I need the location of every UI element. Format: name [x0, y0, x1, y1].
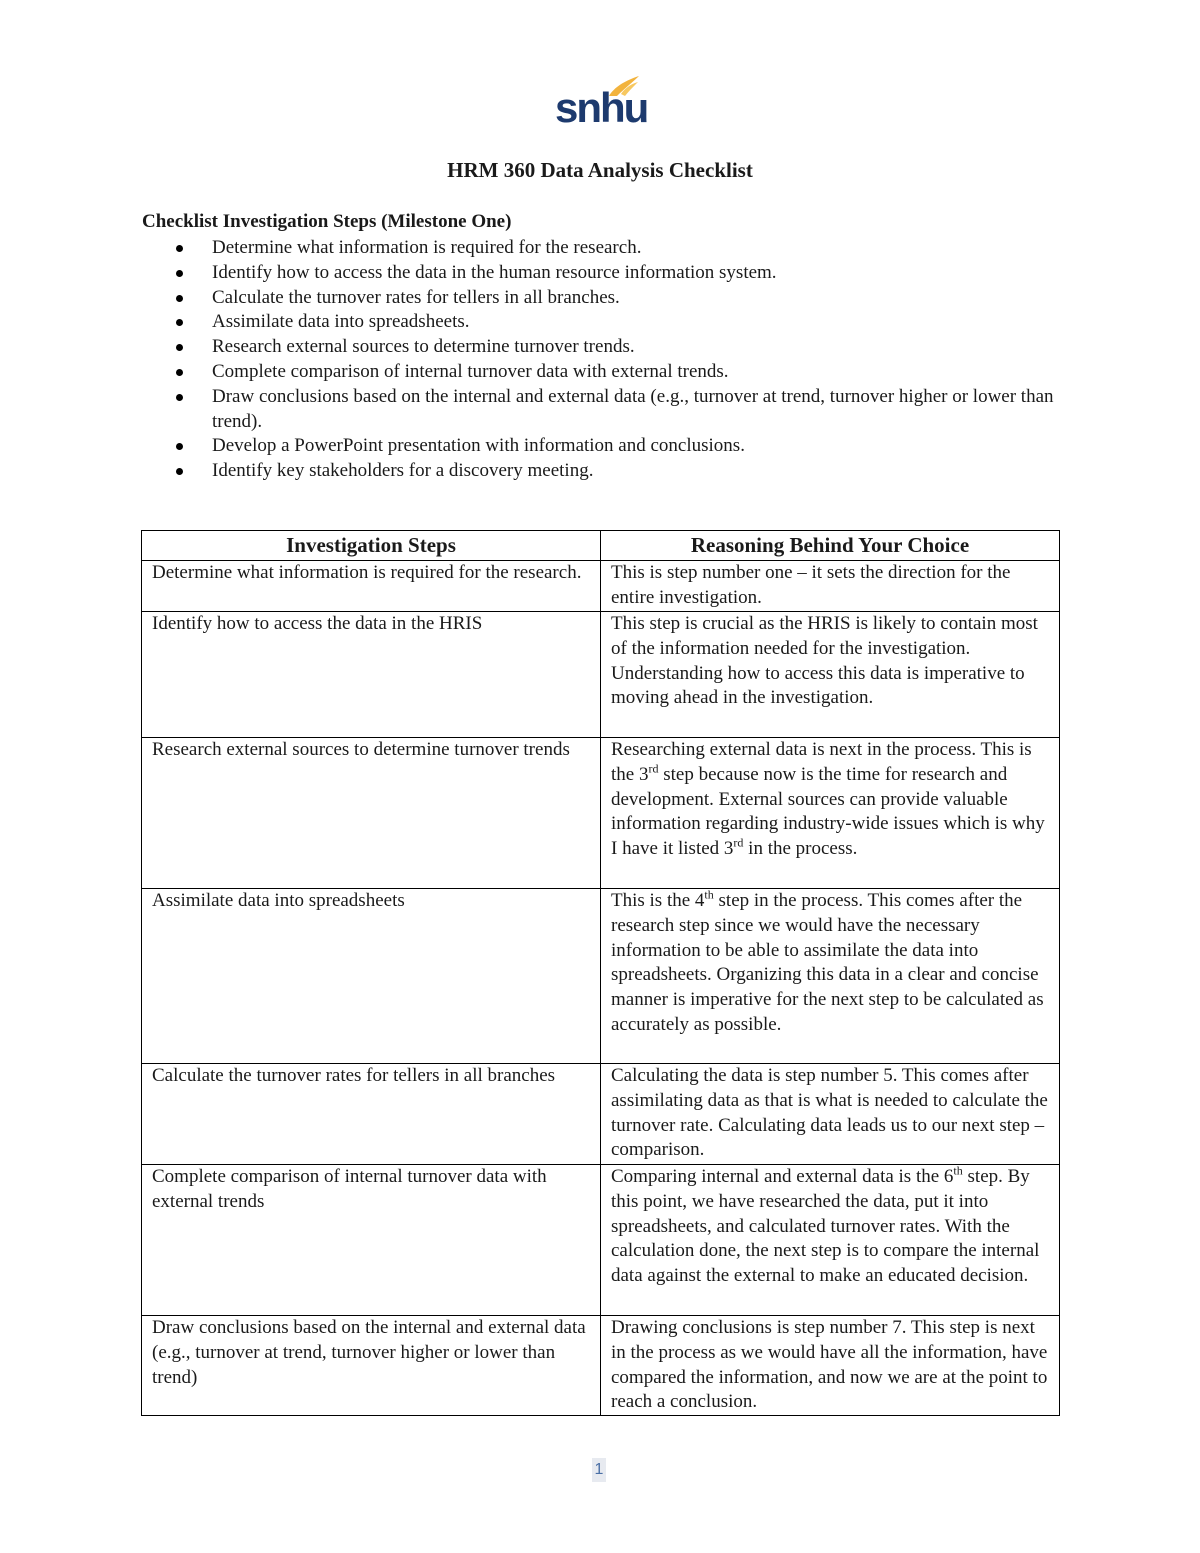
- table-row: [142, 561, 1060, 612]
- reason-cell: Comparing internal and external data is the 6th step. By this point, we have researched the data, put it into spreadsheets, and calculated turnover rates. With the calculation done, the next step is to compare the internal data against the external to make an educated decision.: [601, 1165, 1060, 1316]
- document-title: HRM 360 Data Analysis Checklist: [447, 158, 753, 182]
- table-row: [142, 889, 1060, 1064]
- step-cell: Complete comparison of internal turnover data with external trends: [142, 1165, 601, 1316]
- bullet-item: Assimilate data into spreadsheets.: [142, 310, 1062, 335]
- bullet-icon: [176, 270, 183, 277]
- checklist-bullets: [142, 236, 1062, 484]
- table-row: [142, 738, 1060, 889]
- step-cell: Assimilate data into spreadsheets: [142, 889, 601, 1064]
- bullet-item: Identify key stakeholders for a discovery meeting.: [142, 459, 1062, 484]
- step-cell: Identify how to access the data in the HRIS: [142, 612, 601, 738]
- bullet-item: Determine what information is required for the research.: [142, 236, 1062, 261]
- table-row: [142, 1316, 1060, 1416]
- bullet-item: Identify how to access the data in the human resource information system.: [142, 261, 1062, 286]
- bullet-icon: [176, 468, 183, 475]
- bullet-item: Calculate the turnover rates for tellers in all branches.: [142, 286, 1062, 311]
- bullet-icon: [176, 344, 183, 351]
- logo-text: snhu: [555, 84, 648, 131]
- reason-cell: Calculating the data is step number 5. This comes after assimilating data as that is what is needed to calculate the turnover rate. Calculating data leads us to our next step – comparison.: [601, 1064, 1060, 1165]
- step-cell: Determine what information is required for the research.: [142, 561, 601, 612]
- bullet-item: Develop a PowerPoint presentation with information and conclusions.: [142, 434, 1062, 459]
- bullet-icon: [176, 369, 183, 376]
- bullet-item: Complete comparison of internal turnover data with external trends.: [142, 360, 1062, 385]
- reason-cell: This step is crucial as the HRIS is likely to contain most of the information needed for the investigation. Understanding how to access this data is imperative to moving ahead in the investigation.: [601, 612, 1060, 738]
- table-row: [142, 1165, 1060, 1316]
- header-investigation-steps: Investigation Steps: [142, 531, 601, 561]
- header-reasoning: Reasoning Behind Your Choice: [601, 531, 1060, 561]
- bullet-icon: [176, 295, 183, 302]
- snhu-logo: [555, 74, 648, 134]
- step-cell: Research external sources to determine turnover trends: [142, 738, 601, 889]
- bullet-icon: [176, 319, 183, 326]
- bullet-item: Draw conclusions based on the internal and external data (e.g., turnover at trend, turnover higher or lower than trend).: [142, 385, 1062, 435]
- section-heading: Checklist Investigation Steps (Milestone One): [142, 211, 512, 232]
- bullet-icon: [176, 394, 183, 401]
- investigation-table: [141, 530, 1060, 1416]
- reason-cell: Drawing conclusions is step number 7. This step is next in the process as we would have all the information, have compared the information, and now we are at the point to reach a conclusion.: [601, 1316, 1060, 1416]
- step-cell: Draw conclusions based on the internal and external data (e.g., turnover at trend, turnover higher or lower than trend): [142, 1316, 601, 1416]
- table-header-row: [142, 531, 1060, 561]
- step-cell: Calculate the turnover rates for tellers in all branches: [142, 1064, 601, 1165]
- reason-cell: This is step number one – it sets the direction for the entire investigation.: [601, 561, 1060, 612]
- table-row: [142, 1064, 1060, 1165]
- reason-cell: Researching external data is next in the process. This is the 3rd step because now is the time for research and development. External sources can provide valuable information regarding industry-wide issues which is why I have it listed 3rd in the process.: [601, 738, 1060, 889]
- reason-cell: This is the 4th step in the process. This comes after the research step since we would have the necessary information to be able to assimilate the data into spreadsheets. Organizing this data in a clear and concise manner is imperative for the next step to be calculated as accurately as possible.: [601, 889, 1060, 1064]
- table-row: [142, 612, 1060, 738]
- page-number: 1: [592, 1458, 606, 1482]
- bullet-item: Research external sources to determine turnover trends.: [142, 335, 1062, 360]
- bullet-icon: [176, 245, 183, 252]
- bullet-icon: [176, 443, 183, 450]
